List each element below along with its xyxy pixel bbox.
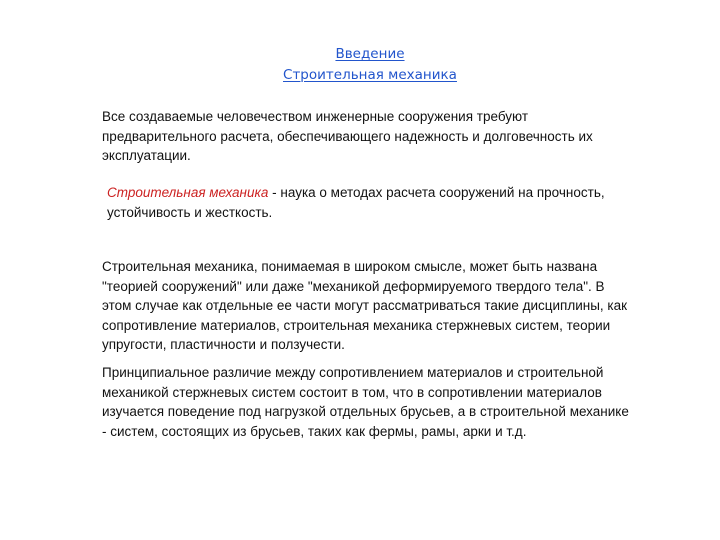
subject-title-link[interactable]: Строительная механика	[283, 67, 457, 83]
scope-paragraph: Строительная механика, понимаемая в широком смысле, может быть названа "теорией сооружений" или даже "механикой деформируемого твердого тела". В этом случае как отдельные ее части могут рассматриваться такие дисциплины, как сопротивление материалов, строительная механика стержневых систем, теории упругости, пластичности и ползучести.	[102, 259, 628, 352]
definition-paragraph	[107, 183, 607, 222]
intro-paragraph: Все создаваемые человечеством инженерные сооружения требуют предварительного расчета, обеспечивающего надежность и долговечность их эксплуатации.	[102, 109, 593, 163]
intro-title-link[interactable]: Введение	[335, 46, 405, 62]
definition-term: Строительная механика	[107, 185, 269, 200]
difference-paragraph: Принципиальное различие между сопротивлением материалов и строительной механикой стержневых систем состоит в том, что в сопротивлении материалов изучается поведение под нагрузкой отдельных брусьев, а в строительной механике - систем, состоящих из брусьев, таких как фермы, рамы, арки и т.д.	[102, 365, 629, 439]
definition-text: - наука о методах расчета сооружений на прочность, устойчивость и жесткость.	[107, 185, 605, 220]
title-block	[0, 44, 720, 86]
